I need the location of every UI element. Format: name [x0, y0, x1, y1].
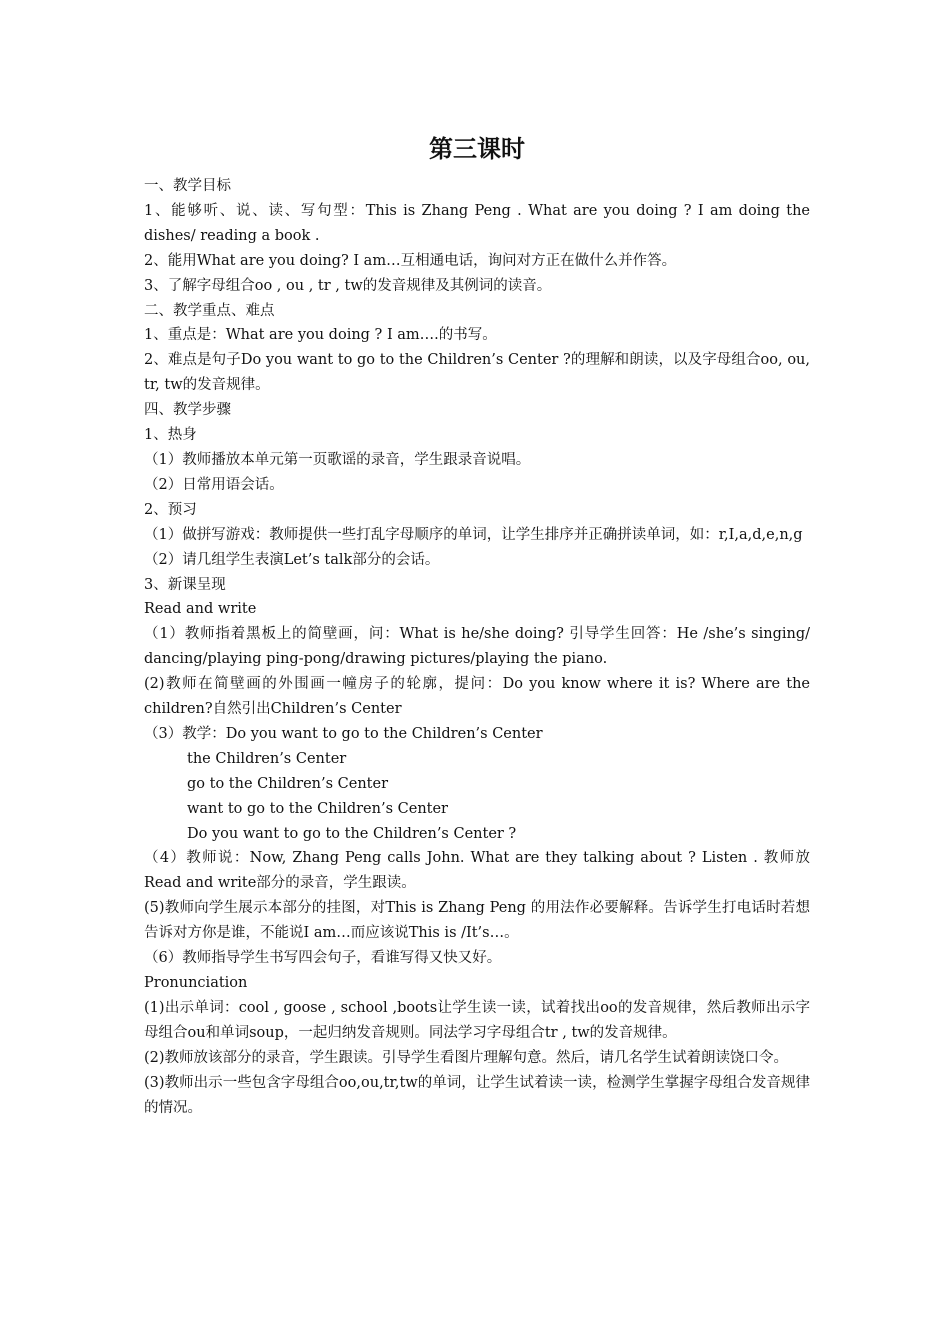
objective-2: 2、能用What are you doing? I am…互相通电话，询问对方正在做什么并作答。 [144, 252, 677, 269]
preview-item-2: （2）请几组学生表演Let’s talk部分的会话。 [144, 551, 440, 568]
key-point-2: 2、难点是句子Do you want to go to the Children’s Center ?的理解和朗读，以及字母组合oo, ou, tr, tw的发音规律。 [144, 352, 810, 394]
step-heading-preview: 2、预习 [144, 501, 197, 518]
step-heading-presentation: 3、新课呈现 [144, 576, 226, 593]
objective-3: 3、了解字母组合oo , ou , tr , tw的发音规律及其例词的读音。 [144, 277, 552, 294]
section-heading-steps: 四、教学步骤 [144, 402, 231, 419]
drill-line-2: go to the Children’s Center [187, 775, 388, 792]
drill-line-4: Do you want to go to the Children’s Center ? [187, 825, 517, 842]
section-heading-objectives: 一、教学目标 [144, 178, 231, 194]
read-write-item-4: （4）教师说：Now, Zhang Peng calls John. What are they talking about ? Listen . 教师放Read and write部分的录音，学生跟读。 [144, 850, 810, 892]
pronunciation-item-1: (1)出示单词：cool , goose , school ,boots让学生读一读，试着找出oo的发音规律，然后教师出示字母组合ou和单词soup，一起归纳发音规则。同法学习字母组合tr , tw的发音规律。 [144, 999, 810, 1041]
read-write-item-6: （6）教师指导学生书写四会句子，看谁写得又快又好。 [144, 950, 502, 967]
warmup-item-2: （2）日常用语会话。 [144, 476, 284, 493]
document-body [144, 174, 810, 1120]
warmup-item-1: （1）教师播放本单元第一页歌谣的录音，学生跟录音说唱。 [144, 451, 531, 468]
read-write-item-1: （1）教师指着黑板上的简壁画，问：What is he/she doing? 引导学生回答：He /she’s singing/ dancing/playing ping-pong/drawing pictures/playing the piano. [144, 626, 810, 668]
read-write-item-3: （3）教学：Do you want to go to the Children’s Center [144, 725, 543, 742]
subheading-pronunciation: Pronunciation [144, 975, 248, 991]
read-write-item-2: (2)教师在简壁画的外围画一幢房子的轮廓，提问：Do you know where it is? Where are the children?自然引出Children’s Center [144, 676, 810, 718]
objective-1: 1、能够听、说、读、写句型：This is Zhang Peng . What are you doing ? I am doing the dishes/ reading a book . [144, 202, 810, 244]
subheading-read-and-write: Read and write [144, 601, 257, 618]
drill-line-1: the Children’s Center [187, 750, 347, 767]
drill-line-3: want to go to the Children’s Center [187, 800, 448, 817]
page-title: 第三课时 [429, 135, 525, 163]
section-heading-key-points: 二、教学重点、难点 [144, 302, 275, 319]
key-point-1: 1、重点是：What are you doing ? I am….的书写。 [144, 327, 497, 344]
step-heading-warmup: 1、热身 [144, 427, 197, 444]
preview-item-1: （1）做拼写游戏：教师提供一些打乱字母顺序的单词，让学生排序并正确拼读单词，如：r,I,a,d,e,n,g [144, 526, 803, 543]
read-write-item-5: (5)教师向学生展示本部分的挂图，对This is Zhang Peng 的用法作必要解释。告诉学生打电话时若想告诉对方你是谁，不能说I am…而应该说This is /It’s…。 [144, 900, 810, 942]
pronunciation-item-3: (3)教师出示一些包含字母组合oo,ou,tr,tw的单词，让学生试着读一读，检测学生掌握字母组合发音规律的情况。 [144, 1074, 810, 1116]
pronunciation-item-2: (2)教师放该部分的录音，学生跟读。引导学生看图片理解句意。然后，请几名学生试着朗读饶口令。 [144, 1049, 789, 1066]
